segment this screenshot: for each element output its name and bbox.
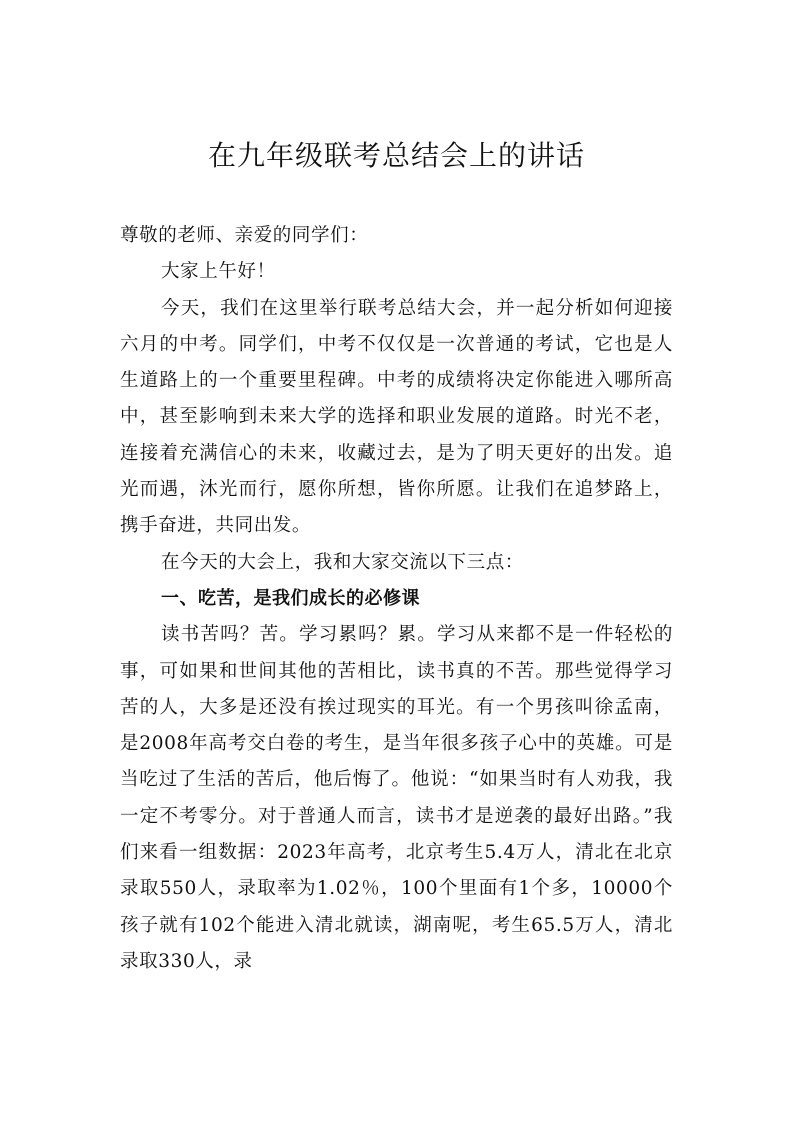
document-body [120,218,673,980]
section-heading: 一、吃苦，是我们成长的必修课 [161,587,420,609]
salutation: 尊敬的老师、亲爱的同学们： [120,225,369,246]
greeting: 大家上午好！ [161,261,276,283]
paragraph-hardship: 读书苦吗？苦。学习累吗？累。学习从来都不是一件轻松的事，可如果和世间其他的苦相比，读书真的不苦。那些觉得学习苦的人，大多是还没有挨过现实的耳光。有一个男孩叫徐孟南，是2008年高考交白卷的考生，是当年很多孩子心中的英雄。可是当吃过了生活的苦后，他后悔了。他说：“如果当时有人劝我，我一定不考零分。对于普通人而言，读书才是逆袭的最好出路。”我们来看一组数据：2023年高考，北京考生5.4万人，清北在北京录取550人，录取率为1.02％，100个里面有1个多，10000个孩子就有102个能进入清北就读，湖南呢，考生65.5万人，清北录取330人，录 [120,624,673,972]
paragraph-intro: 今天，我们在这里举行联考总结大会，并一起分析如何迎接六月的中考。同学们，中考不仅仅是一次普通的考试，它也是人生道路上的一个重要里程碑。中考的成绩将决定你能进入哪所高中，甚至影响到未来大学的选择和职业发展的道路。时光不老，连接着充满信心的未来，收藏过去，是为了明天更好的出发。追光而遇，沐光而行，愿你所想，皆你所愿。让我们在追梦路上，携手奋进，共同出发。 [120,297,673,537]
document-title: 在九年级联考总结会上的讲话 [207,139,585,172]
paragraph-agenda: 在今天的大会上，我和大家交流以下三点： [161,551,524,573]
